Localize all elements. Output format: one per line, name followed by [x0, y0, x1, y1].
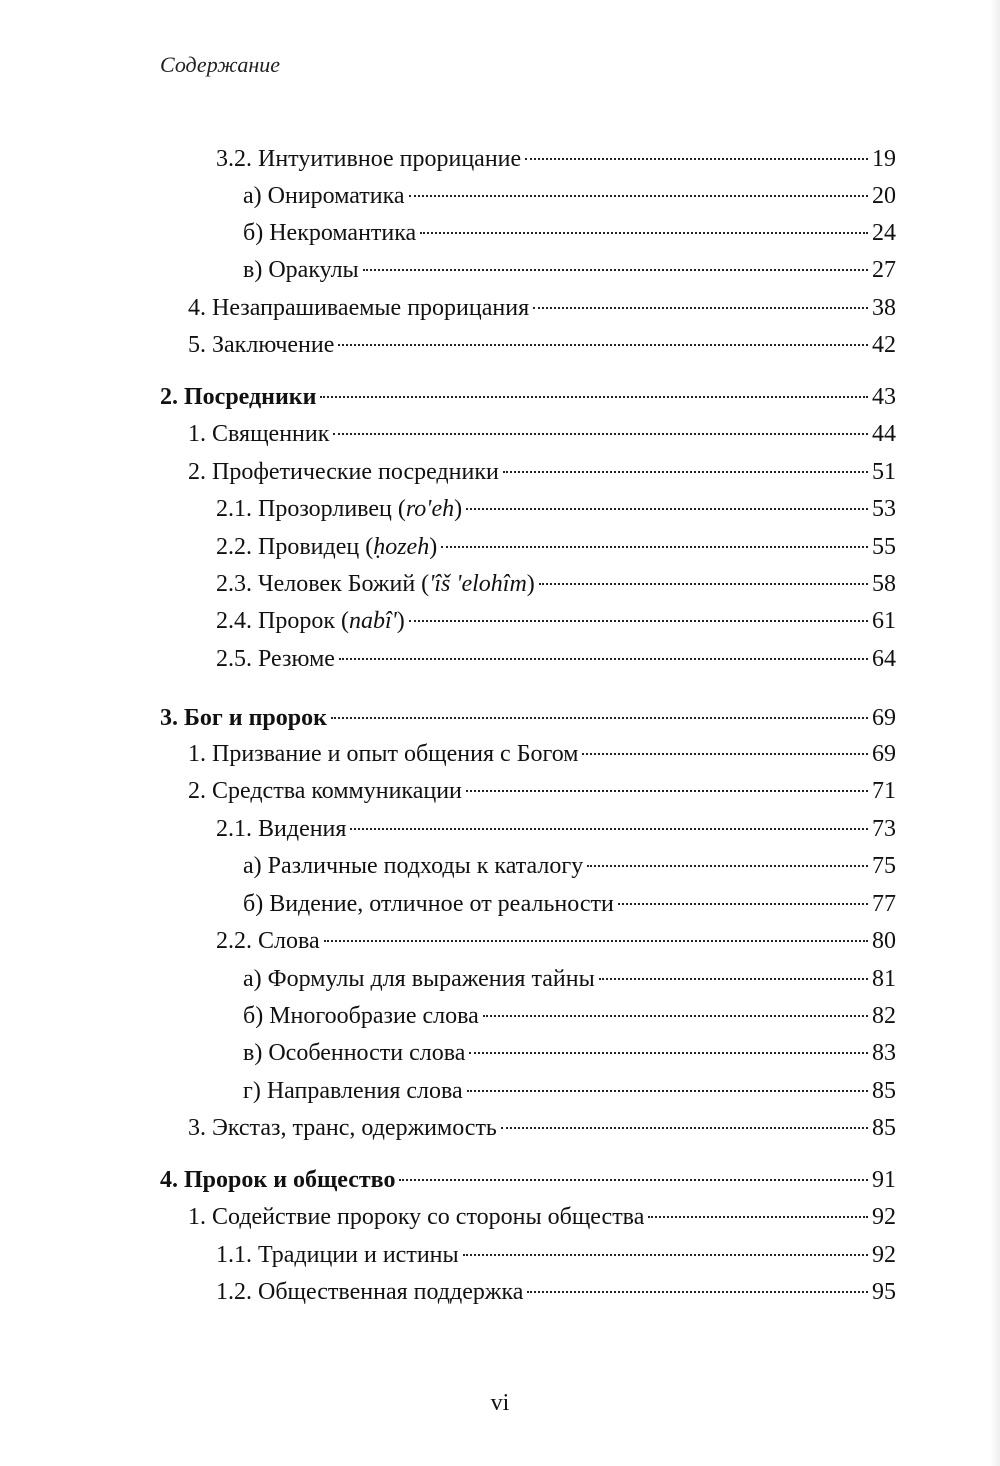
toc-entry	[243, 849, 896, 883]
toc-entry-title: а) Различные подходы к каталогу	[243, 853, 584, 879]
toc-entry	[188, 1111, 896, 1145]
toc-entry-title: 2.3. Человек Божий ('îš 'elohîm)	[216, 571, 535, 597]
toc-entry	[216, 924, 896, 958]
dot-leader	[399, 1179, 868, 1181]
dot-leader	[648, 1216, 868, 1218]
dot-leader	[331, 717, 868, 719]
toc-entry	[243, 887, 896, 921]
dot-leader	[503, 471, 868, 473]
toc-entry	[216, 604, 896, 638]
dot-leader	[527, 1291, 868, 1293]
toc-entry	[216, 812, 896, 846]
toc-entry	[216, 1275, 896, 1309]
toc-page-number: 24	[872, 220, 896, 246]
page-folio: vi	[490, 1390, 510, 1416]
dot-leader	[618, 903, 868, 905]
toc-entry	[243, 179, 896, 213]
toc-entry	[188, 774, 896, 808]
dot-leader	[501, 1127, 868, 1129]
toc-entry-title: а) Онироматика	[243, 183, 405, 209]
dot-leader	[409, 195, 868, 197]
toc-entry-title: 1.2. Общественная поддержка	[216, 1279, 524, 1305]
toc-entry-title: 1. Призвание и опыт общения с Богом	[188, 741, 579, 767]
dot-leader	[339, 658, 868, 660]
toc-entry	[243, 962, 896, 996]
toc-page-number: 51	[872, 459, 896, 485]
toc-entry	[243, 216, 896, 250]
toc-chapter-entry	[160, 701, 896, 735]
toc-entry-title: 5. Заключение	[188, 332, 335, 358]
toc-page-number: 27	[872, 257, 896, 283]
toc-page-number: 19	[872, 146, 896, 172]
toc-entry	[216, 492, 896, 526]
toc-entry	[243, 1074, 896, 1108]
dot-leader	[350, 828, 868, 830]
toc-entry-title: 2.5. Резюме	[216, 646, 335, 672]
toc-entry-title: 3.2. Интуитивное прорицание	[216, 146, 522, 172]
toc-entry-title: г) Направления слова	[243, 1078, 463, 1104]
toc-entry-title: а) Формулы для выражения тайны	[243, 966, 595, 992]
toc-entry	[188, 455, 896, 489]
toc-chapter-entry	[160, 1163, 896, 1197]
toc-page-number: 73	[872, 816, 896, 842]
toc-page-number: 85	[872, 1115, 896, 1141]
toc-entry-title: 4. Пророк и общество	[160, 1167, 396, 1193]
dot-leader	[539, 583, 868, 585]
toc-entry-title: б) Видение, отличное от реальности	[243, 891, 614, 917]
toc-entry	[188, 737, 896, 771]
toc-page-number: 38	[872, 295, 896, 321]
toc-entry-title: 2. Посредники	[160, 384, 317, 410]
toc-page-number: 82	[872, 1003, 896, 1029]
toc-entry-title: 2.2. Слова	[216, 928, 320, 954]
toc-entry	[216, 567, 896, 601]
toc-page-number: 20	[872, 183, 896, 209]
page-edge-shadow	[990, 0, 1000, 1466]
dot-leader	[363, 269, 868, 271]
toc-page-number: 83	[872, 1040, 896, 1066]
dot-leader	[338, 344, 868, 346]
dot-leader	[320, 396, 868, 398]
toc-entry-title: 3. Экстаз, транс, одержимость	[188, 1115, 497, 1141]
running-head: Содержание	[160, 52, 281, 77]
toc-entry-title: в) Оракулы	[243, 257, 359, 283]
toc-page-number: 43	[872, 384, 896, 410]
dot-leader	[441, 546, 868, 548]
dot-leader	[420, 232, 868, 234]
toc-entry-title: 2. Средства коммуникации	[188, 778, 462, 804]
dot-leader	[533, 307, 868, 309]
toc-entry	[243, 253, 896, 287]
toc-entry	[188, 1200, 896, 1234]
toc-entry-title: 2.2. Провидец (ḥozeh)	[216, 534, 438, 560]
dot-leader	[599, 978, 868, 980]
toc-entry-title: 2.1. Видения	[216, 816, 347, 842]
toc-page-number: 95	[872, 1279, 896, 1305]
toc-page-number: 91	[872, 1167, 896, 1193]
toc-page-number: 92	[872, 1204, 896, 1230]
toc-chapter-entry	[160, 380, 896, 414]
toc-entry	[243, 999, 896, 1033]
dot-leader	[469, 1052, 868, 1054]
toc-page-number: 42	[872, 332, 896, 358]
toc-page-number: 53	[872, 496, 896, 522]
dot-leader	[463, 1254, 868, 1256]
toc-page-number: 55	[872, 534, 896, 560]
toc-entry	[188, 291, 896, 325]
toc-entry	[216, 1238, 896, 1272]
dot-leader	[324, 940, 868, 942]
toc-entry	[216, 530, 896, 564]
toc-entry-title: в) Особенности слова	[243, 1040, 466, 1066]
toc-entry-title: 1. Священник	[188, 421, 330, 447]
toc-page-number: 75	[872, 853, 896, 879]
toc-page-number: 69	[872, 741, 896, 767]
toc-entry-title: б) Многообразие слова	[243, 1003, 479, 1029]
toc-page-number: 77	[872, 891, 896, 917]
toc-page-number: 44	[872, 421, 896, 447]
dot-leader	[466, 508, 868, 510]
toc-entry	[216, 142, 896, 176]
toc-entry	[243, 1036, 896, 1070]
toc-page-number: 71	[872, 778, 896, 804]
dot-leader	[483, 1015, 868, 1017]
toc-entry-title: 2.1. Прозорливец (ro'eh)	[216, 496, 463, 522]
toc-entry	[188, 328, 896, 362]
dot-leader	[333, 433, 868, 435]
toc-entry	[216, 642, 896, 676]
toc-entry-title: 4. Незапрашиваемые прорицания	[188, 295, 530, 321]
toc-page-number: 58	[872, 571, 896, 597]
dot-leader	[466, 790, 868, 792]
toc-page-number: 92	[872, 1242, 896, 1268]
dot-leader	[467, 1090, 868, 1092]
toc-entry	[188, 417, 896, 451]
toc-entry-title: 1.1. Традиции и истины	[216, 1242, 459, 1268]
toc-page-number: 85	[872, 1078, 896, 1104]
dot-leader	[582, 753, 868, 755]
dot-leader	[409, 620, 868, 622]
toc-page-number: 81	[872, 966, 896, 992]
dot-leader	[525, 158, 868, 160]
dot-leader	[587, 865, 868, 867]
toc-page-number: 64	[872, 646, 896, 672]
toc-entry-title: б) Некромантика	[243, 220, 417, 246]
toc-page-number: 61	[872, 608, 896, 634]
toc-page-number: 80	[872, 928, 896, 954]
toc-page-number: 69	[872, 705, 896, 731]
toc-entry-title: 3. Бог и пророк	[160, 705, 327, 731]
toc-entry-title: 2. Профетические посредники	[188, 459, 499, 485]
toc-entry-title: 1. Содействие пророку со стороны общества	[188, 1204, 645, 1230]
toc-entry-title: 2.4. Пророк (nabî')	[216, 608, 405, 634]
